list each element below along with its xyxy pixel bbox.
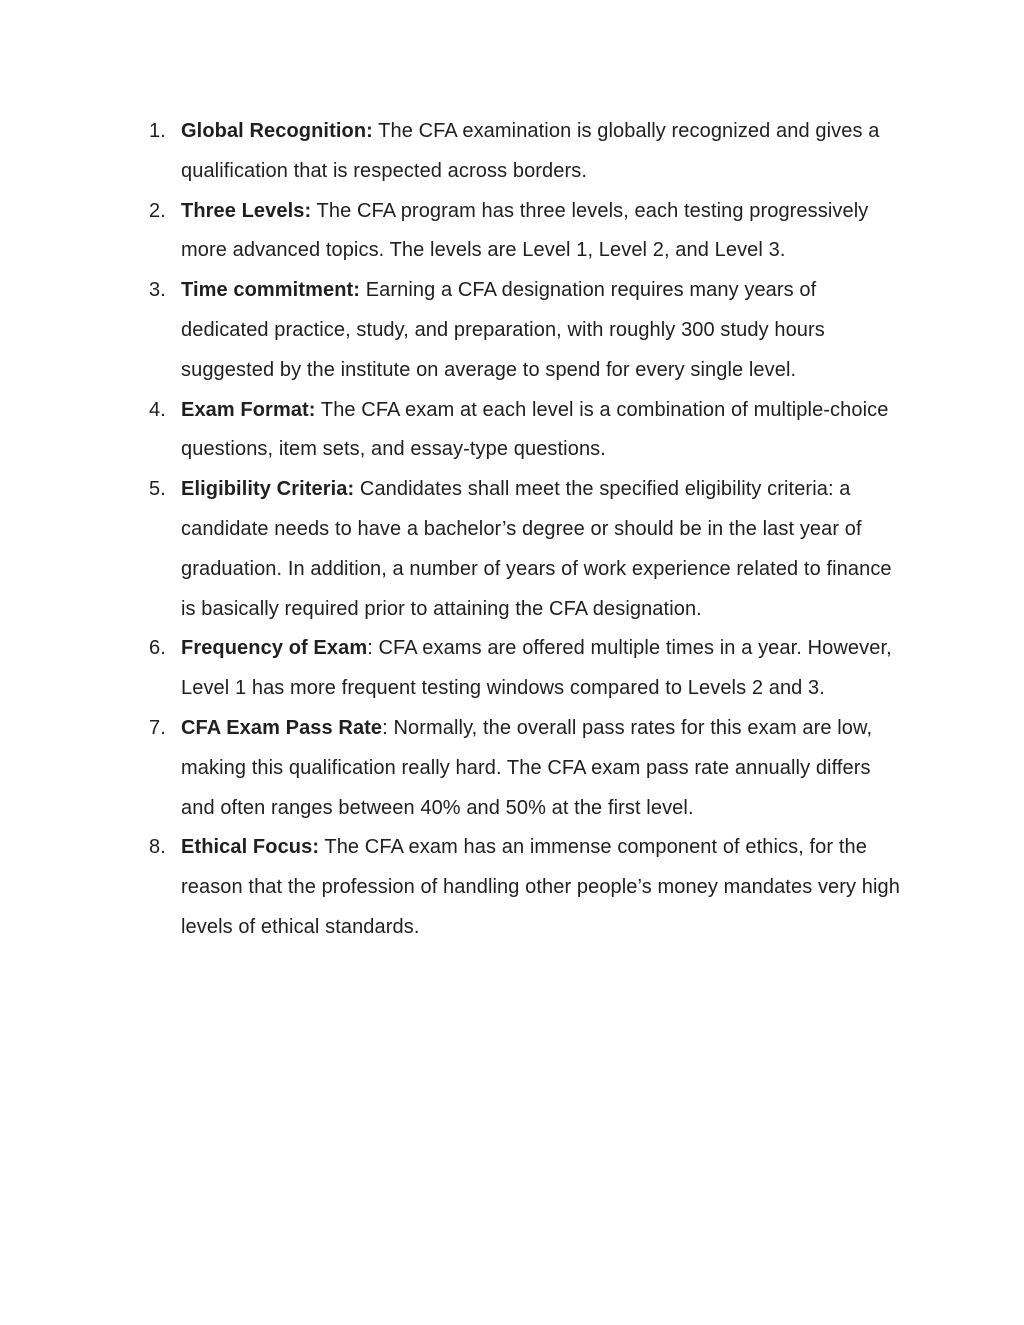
item-number: 6. [149,637,166,660]
item-text-block [181,629,906,709]
item-number: 4. [149,398,166,421]
item-term: Frequency of Exam [181,637,368,660]
item-text-block [181,112,906,192]
item-term: Global Recognition: [181,120,373,142]
item-text-block [181,709,906,828]
item-number: 5. [149,478,166,501]
item-description: The CFA exam has an immense component of ethics, for the reason that the profession of handling other people’s money mandates very high levels of ethical standards. [181,836,901,938]
item-description: : CFA exams are offered multiple times in a year. However, Level 1 has more frequent testing windows compared to Levels 2 and 3. [181,637,892,700]
list-item [146,629,906,709]
item-text-block [181,470,906,629]
list-item [146,470,906,629]
item-text-block [181,391,906,471]
item-number: 8. [149,836,166,859]
item-number: 1. [149,120,166,142]
item-number: 7. [149,716,166,739]
item-term: Time commitment: [181,279,361,302]
item-text-block [181,271,906,390]
item-number: 2. [149,199,166,222]
item-term: CFA Exam Pass Rate [181,716,383,739]
item-description: Candidates shall meet the specified eligibility criteria: a candidate needs to have a bachelor’s degree or should be in the last year of graduation. In addition, a number of years of work experience related to finance is basically required prior to attaining the CFA designation. [181,478,892,620]
item-number: 3. [149,279,166,302]
item-description: The CFA examination is globally recognized and gives a qualification that is respected across borders. [181,120,880,182]
item-term: Three Levels: [181,199,312,222]
item-term: Exam Format: [181,398,316,421]
list-item [146,709,906,828]
item-description: : Normally, the overall pass rates for this exam are low, making this qualification really hard. The CFA exam pass rate annually differs and often ranges between 40% and 50% at the first level. [181,716,873,819]
item-text-block [181,828,906,947]
item-text-block [181,192,906,272]
item-term: Ethical Focus: [181,836,320,859]
list-item [146,391,906,471]
item-description: The CFA exam at each level is a combination of multiple-choice questions, item sets, and essay-type questions. [181,398,889,461]
list-item [146,828,906,947]
item-description: The CFA program has three levels, each testing progressively more advanced topics. The levels are Level 1, Level 2, and Level 3. [181,199,869,262]
item-term: Eligibility Criteria: [181,478,355,501]
numbered-list [146,112,906,948]
list-item [146,271,906,390]
list-item [146,192,906,272]
item-description: Earning a CFA designation requires many years of dedicated practice, study, and preparation, with roughly 300 study hours suggested by the institute on average to spend for every single level. [181,279,825,381]
list-item [146,112,906,192]
